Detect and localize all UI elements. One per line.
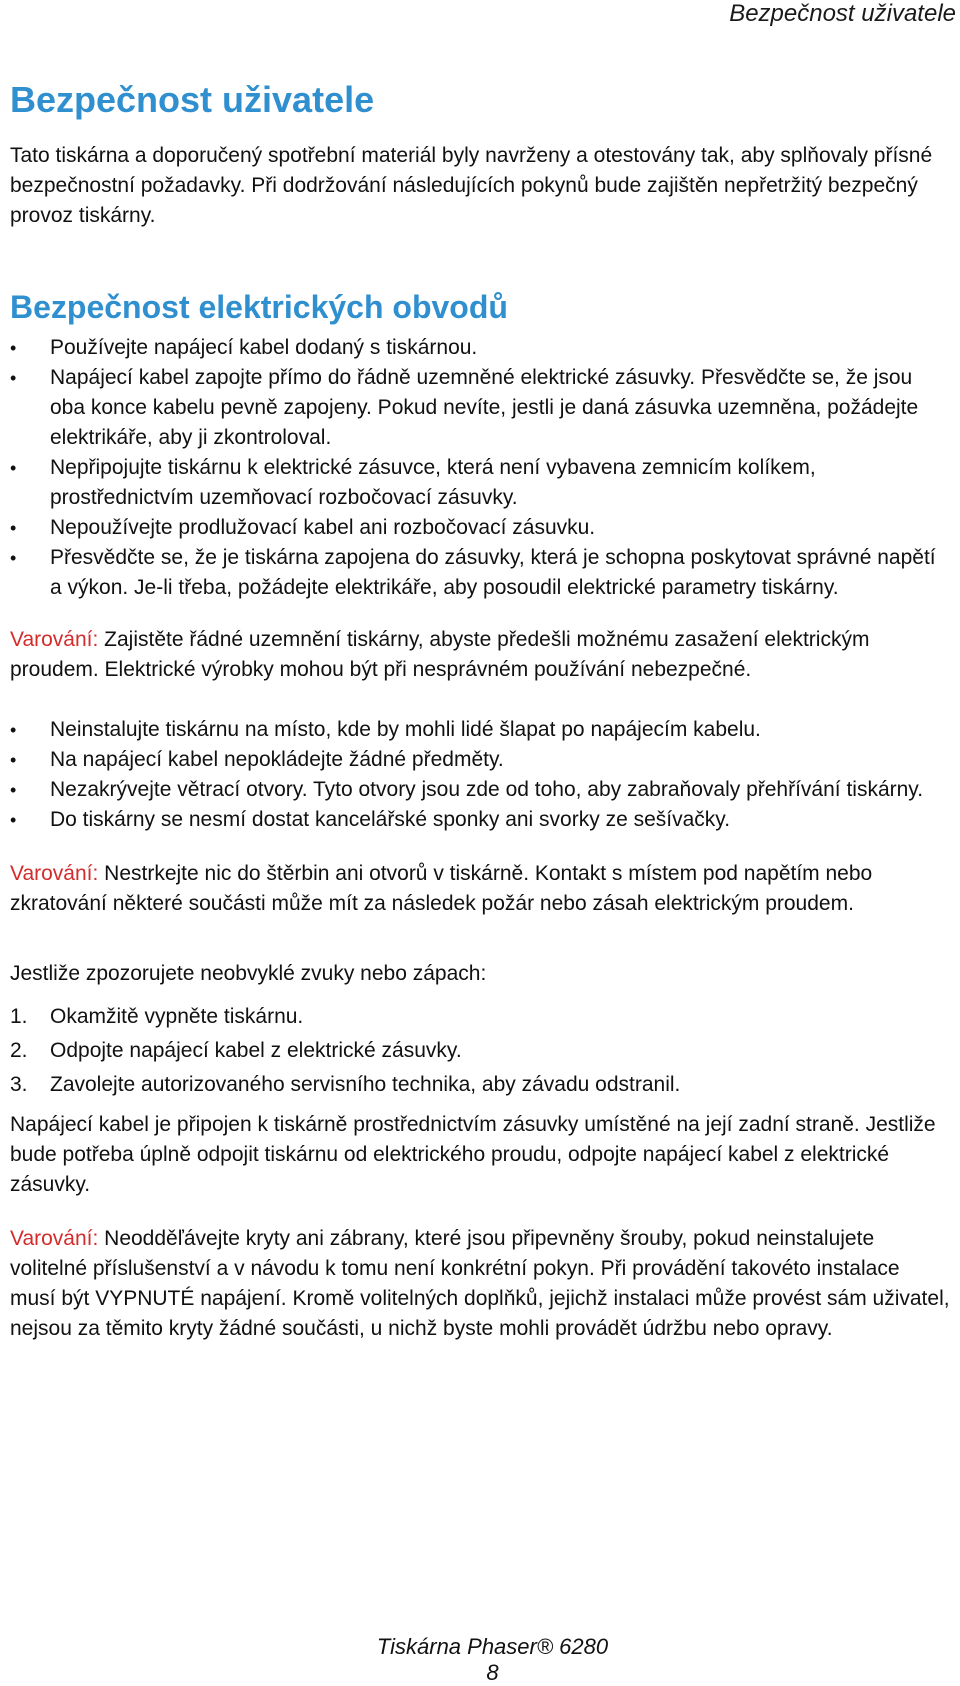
warning-label: Varování: <box>10 1227 99 1250</box>
list-item: • Do tiskárny se nesmí dostat kancelářské sponky ani svorky ze sešívačky. <box>10 805 950 835</box>
placement-bullet-list <box>10 715 950 835</box>
bullet-icon: • <box>10 518 17 538</box>
list-item: • Neinstalujte tiskárnu na místo, kde by mohli lidé šlapat po napájecím kabelu. <box>10 715 950 745</box>
warning-label: Varování: <box>10 862 99 885</box>
list-item: • Používejte napájecí kabel dodaný s tiskárnou. <box>10 333 950 363</box>
cable-note-paragraph: Napájecí kabel je připojen k tiskárně prostřednictvím zásuvky umístěné na její zadní straně. Jestliže bude potřeba úplně odpojit tiskárnu od elektrického proudu, odpojte napájecí kabel z elektrické zásuvky. <box>10 1113 936 1196</box>
list-item: • Napájecí kabel zapojte přímo do řádně uzemněné elektrické zásuvky. Přesvědčte se, že jsou oba konce kabelu pevně zapojeny. Pokud nevíte, jestli je daná zásuvka uzemněna, požádejte elektrikáře, aby ji zkontroloval. <box>10 363 950 453</box>
page-title: Bezpečnost uživatele <box>10 79 375 120</box>
bullet-icon: • <box>10 338 17 358</box>
running-header: Bezpečnost uživatele <box>729 0 956 27</box>
page-content <box>10 78 950 1344</box>
bullet-icon: • <box>10 720 17 740</box>
list-item: • Nepřipojujte tiskárnu k elektrické zásuvce, která není vybavena zemnicím kolíkem, prostřednictvím uzemňovací rozbočovací zásuvky. <box>10 453 950 513</box>
page-number: 8 <box>486 1660 499 1685</box>
warning-paragraph-1: Varování: Zajistěte řádné uzemnění tiskárny, abyste předešli možnému zasažení elektrickým proudem. Elektrické výrobky mohou být při nesprávném používání nebezpečné. <box>10 628 870 681</box>
list-item: • Nezakrývejte větrací otvory. Tyto otvory jsou zde od toho, aby zabraňovaly přehřívání tiskárny. <box>10 775 950 805</box>
list-item: 3. Zavolejte autorizovaného servisního technika, aby závadu odstranil. <box>10 1073 681 1096</box>
list-item: • Na napájecí kabel nepokládejte žádné předměty. <box>10 745 950 775</box>
footer-product-name: Tiskárna Phaser® 6280 <box>376 1634 609 1659</box>
bullet-icon: • <box>10 458 17 478</box>
intro-paragraph: Tato tiskárna a doporučený spotřební materiál byly navrženy a otestovány tak, aby splňovaly přísné bezpečnostní požadavky. Při dodržování následujících pokynů bude zajištěn nepřetržitý bezpečný provoz tiskárny. <box>10 144 933 227</box>
list-item: • Nepoužívejte prodlužovací kabel ani rozbočovací zásuvku. <box>10 513 950 543</box>
list-item: 2. Odpojte napájecí kabel z elektrické zásuvky. <box>10 1039 462 1062</box>
unusual-smell-intro: Jestliže zpozorujete neobvyklé zvuky nebo zápach: <box>10 962 487 985</box>
section-heading-electrical: Bezpečnost elektrických obvodů <box>10 289 508 325</box>
bullet-icon: • <box>10 368 17 388</box>
warning-paragraph-3: Varování: Neodděľávejte kryty ani zábrany, které jsou připevněny šrouby, pokud neinstalujete volitelné příslušenství a v návodu k tomu není konkrétní pokyn. Při provádění takovéto instalace musí být VYPNUTÉ napájení. Kromě volitelných doplňků, jejichž instalaci může provést sám uživatel, nejsou za těmito kryty žádné součásti, u nichž byste mohli provádět údržbu nebo opravy. <box>10 1227 950 1340</box>
bullet-icon: • <box>10 780 17 800</box>
bullet-icon: • <box>10 810 17 830</box>
steps-list <box>10 1002 950 1100</box>
warning-paragraph-2: Varování: Nestrkejte nic do štěrbin ani otvorů v tiskárně. Kontakt s místem pod napětím nebo zkratování některé součásti může mít za následek požár nebo zásah elektrickým proudem. <box>10 862 873 915</box>
page-footer <box>0 1634 960 1686</box>
list-item: • Přesvědčte se, že je tiskárna zapojena do zásuvky, která je schopna poskytovat správné napětí a výkon. Je-li třeba, požádejte elektrikáře, aby posoudil elektrické parametry tiskárny. <box>10 543 950 603</box>
bullet-icon: • <box>10 548 17 568</box>
warning-label: Varování: <box>10 628 99 651</box>
bullet-icon: • <box>10 750 17 770</box>
list-item: 1. Okamžitě vypněte tiskárnu. <box>10 1005 304 1028</box>
electrical-bullet-list <box>10 333 950 603</box>
